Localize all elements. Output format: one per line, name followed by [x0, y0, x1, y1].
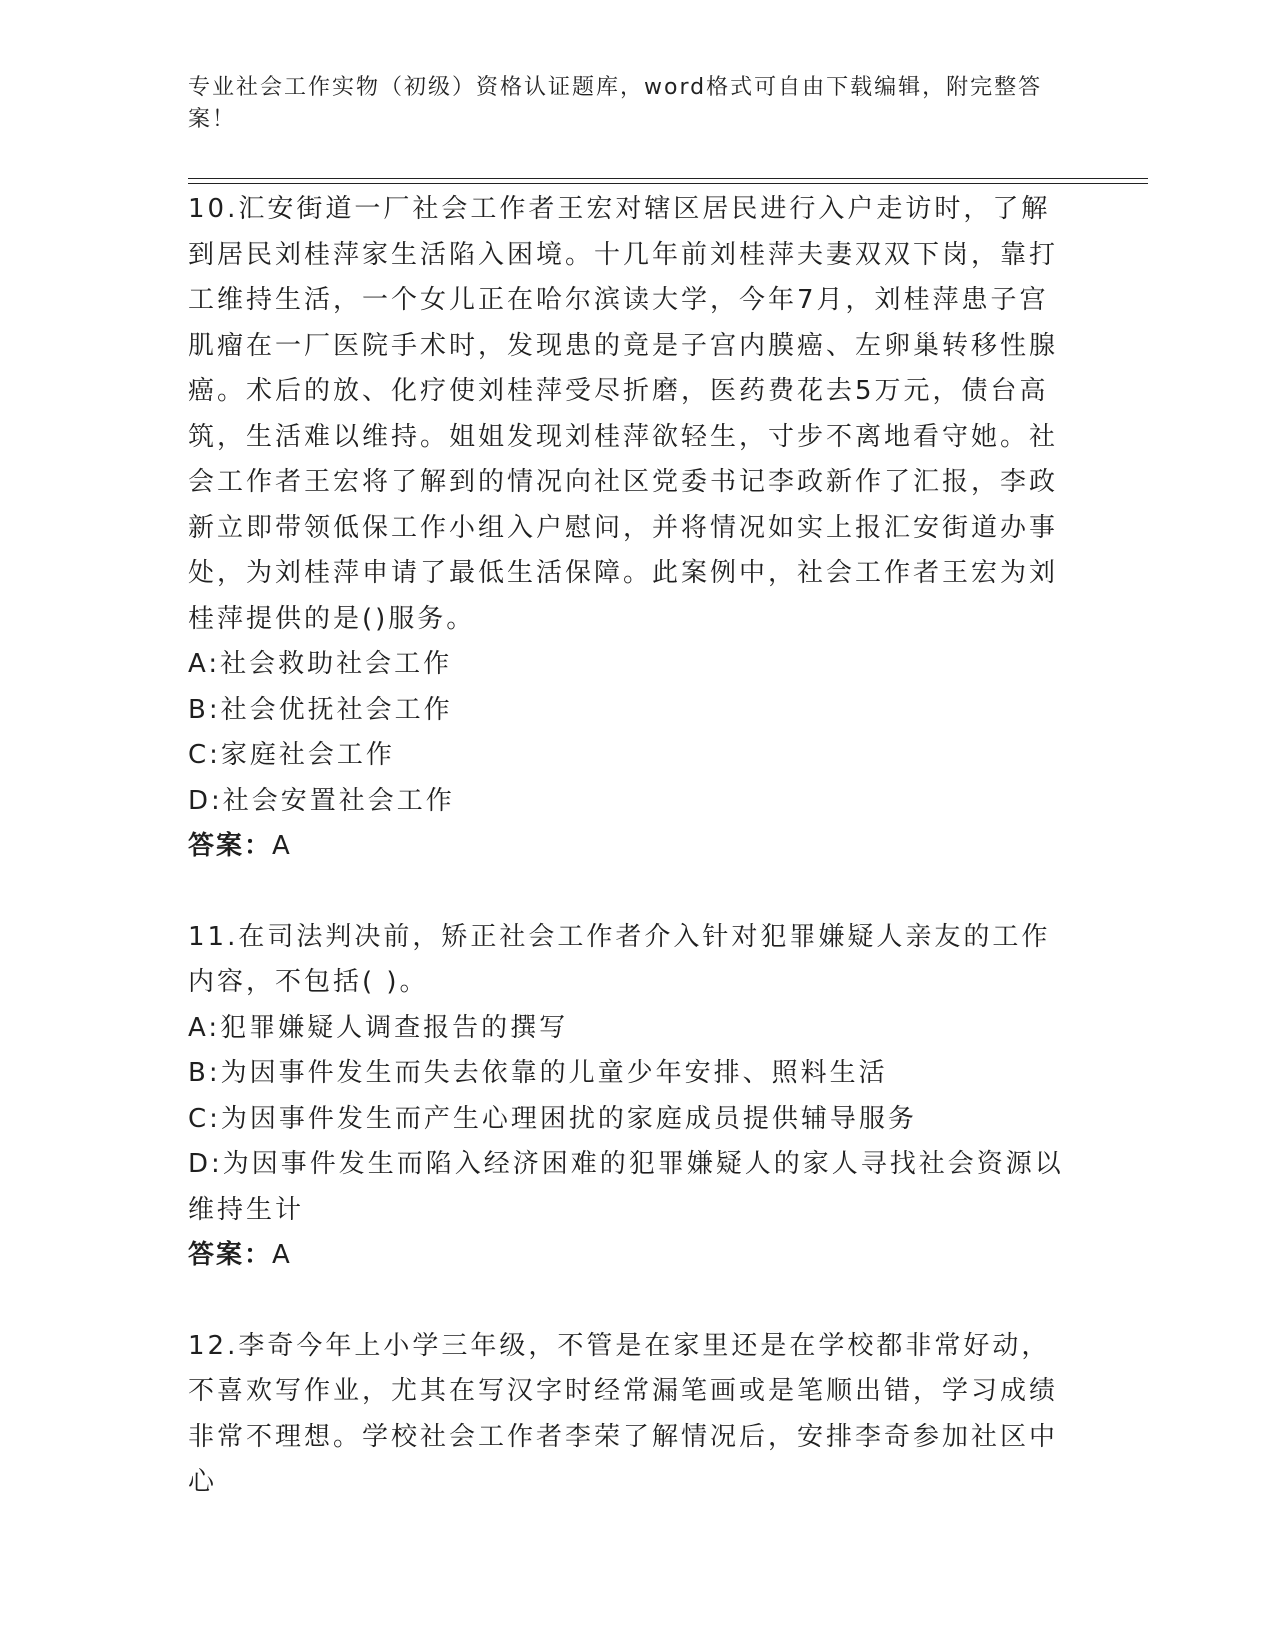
answer-value: A — [272, 1240, 292, 1270]
answer-line — [188, 824, 1068, 870]
question-stem: 11.在司法判决前，矫正社会工作者介入针对犯罪嫌疑人亲友的工作内容，不包括( )。 — [188, 921, 1051, 997]
question-11 — [188, 915, 1068, 1279]
answer-label: 答案： — [188, 1240, 273, 1270]
answer-label: 答案： — [188, 831, 273, 861]
question-12 — [188, 1324, 1068, 1506]
option-a: A:犯罪嫌疑人调查报告的撰写 — [188, 1012, 569, 1043]
option-d: D:为因事件发生而陷入经济困难的犯罪嫌疑人的家人寻找社会资源以维持生计 — [188, 1149, 1064, 1225]
question-stem: 10.汇安街道一厂社会工作者王宏对辖区居民进行入户走访时，了解到居民刘桂萍家生活陷入困境。十几年前刘桂萍夫妻双双下岗，靠打工维持生活，一个女儿正在哈尔滨读大学，今年7月，刘桂萍患子宫肌瘤在一厂医院手术时，发现患的竟是子宫内膜癌、左卵巢转移性腺癌。术后的放、化疗使刘桂萍受尽折磨，医药费花去5万元，债台高筑，生活难以维持。姐姐发现刘桂萍欲轻生，寸步不离地看守她。社会工作者王宏将了解到的情况向社区党委书记李政新作了汇报，李政新立即带领低保工作小组入户慰问，并将情况如实上报汇安街道办事处，为刘桂萍申请了最低生活保障。此案例中，社会工作者王宏为刘桂萍提供的是()服务。 — [188, 194, 1059, 634]
header-rule-top — [188, 178, 1148, 179]
answer-value: A — [272, 831, 292, 861]
option-b: B:社会优抚社会工作 — [188, 694, 453, 725]
option-d: D:社会安置社会工作 — [188, 785, 455, 816]
answer-line — [188, 1233, 1068, 1279]
option-a: A:社会救助社会工作 — [188, 649, 453, 679]
question-list — [188, 187, 1068, 1506]
option-b: B:为因事件发生而失去依靠的儿童少年安排、照料生活 — [188, 1058, 888, 1088]
question-10 — [188, 187, 1068, 870]
page-header: 专业社会工作实物（初级）资格认证题库，word格式可自由下载编辑，附完整答案！ — [188, 75, 1043, 132]
option-c: C:为因事件发生而产生心理困扰的家庭成员提供辅导服务 — [188, 1103, 917, 1134]
question-stem: 12.李奇今年上小学三年级，不管是在家里还是在学校都非常好动，不喜欢写作业，尤其在写汉字时经常漏笔画或是笔顺出错，学习成绩非常不理想。学校社会工作者李荣了解情况后，安排李奇参加社区中心 — [188, 1330, 1059, 1497]
option-c: C:家庭社会工作 — [188, 740, 395, 770]
header-rule-bottom — [188, 183, 1148, 184]
